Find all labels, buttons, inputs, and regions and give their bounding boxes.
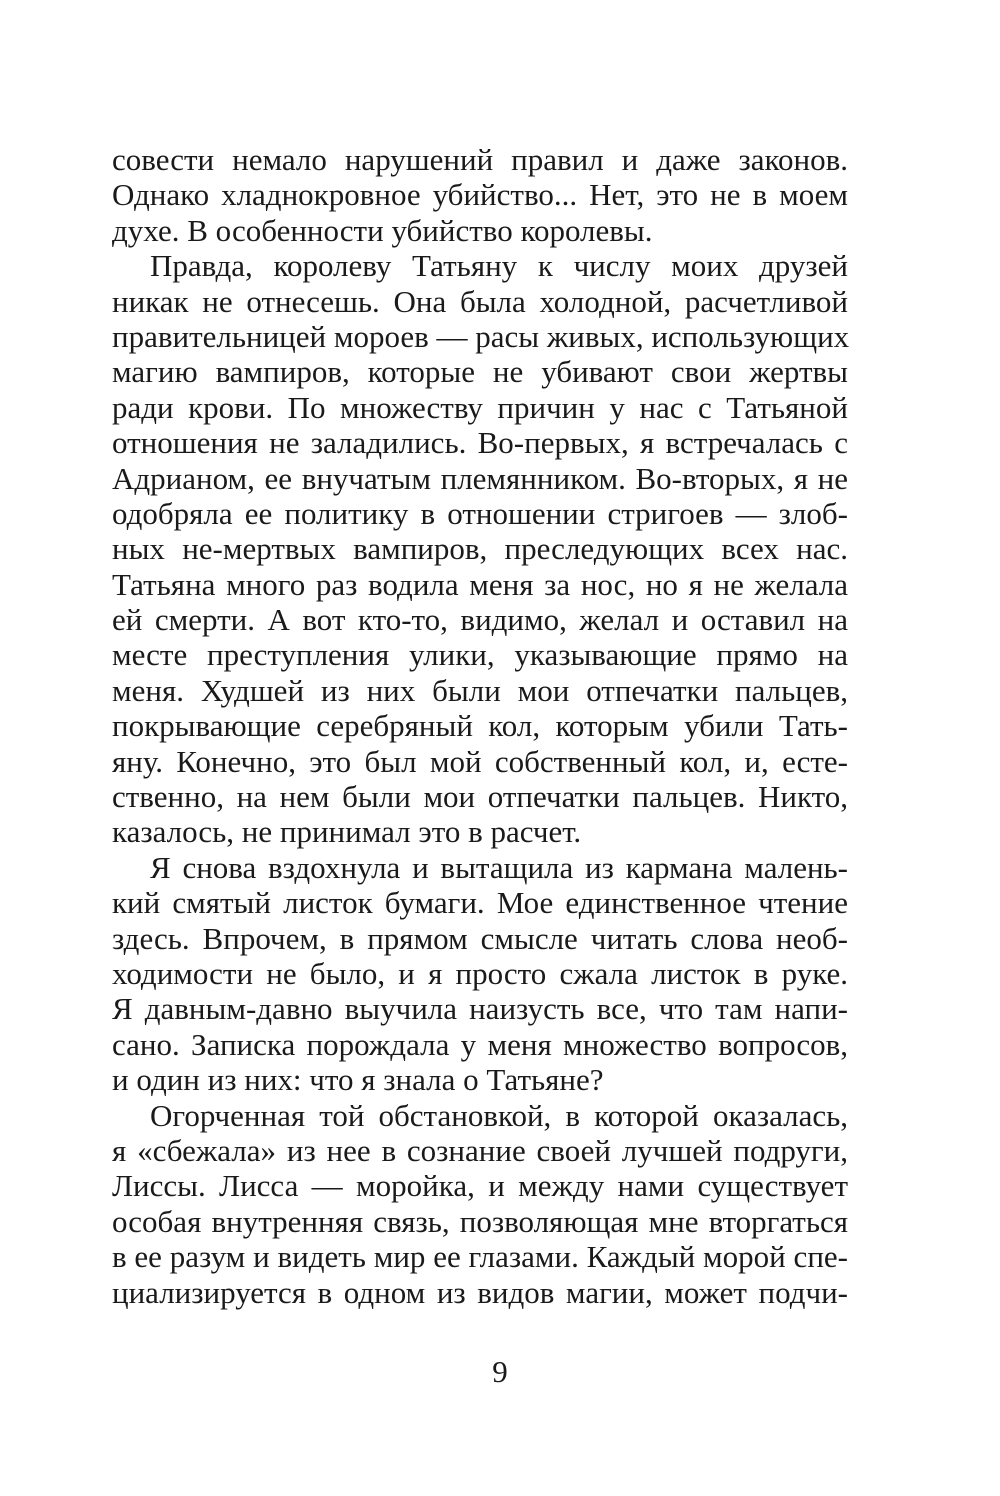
text-line: ственно, на нем были мои отпечатки пальцев. Никто, xyxy=(112,779,848,815)
body-text xyxy=(112,142,848,1310)
text-line: сано. Записка порождала у меня множество вопросов, xyxy=(112,1026,848,1062)
text-line: покрывающие серебряный кол, которым убили Тать- xyxy=(112,708,848,744)
text-line: Правда, королеву Татьяну к числу моих друзей xyxy=(150,248,848,284)
text-line: совести немало нарушений правил и даже законов. xyxy=(112,142,848,177)
text-line: и один из них: что я знала о Татьяне? xyxy=(112,1062,604,1098)
text-line: Я давным-давно выучила наизусть все, что там напи- xyxy=(112,991,848,1027)
page-number: 9 xyxy=(492,1354,508,1389)
text-line: ради крови. По множеству причин у нас с Татьяной xyxy=(112,389,848,425)
text-line: кий смятый листок бумаги. Мое единственное чтение xyxy=(112,885,848,921)
text-line: казалось, не принимал это в расчет. xyxy=(112,814,582,850)
text-line: ходимости не было, и я просто сжала листок в руке. xyxy=(112,955,848,991)
text-line: Адрианом, ее внучатым племянником. Во-вторых, я не xyxy=(112,460,848,496)
text-line: яну. Конечно, это был мой собственный кол, и, есте- xyxy=(112,743,848,779)
text-line: Татьяна много раз водила меня за нос, но я не желала xyxy=(112,566,848,602)
text-line: ных не-мертвых вампиров, преследующих всех нас. xyxy=(112,531,848,567)
text-line: особая внутренняя связь, позволяющая мне вторгаться xyxy=(112,1203,848,1239)
text-line: меня. Худшей из них были мои отпечатки пальцев, xyxy=(112,672,848,708)
text-line: в ее разум и видеть мир ее глазами. Каждый морой спе- xyxy=(112,1239,848,1275)
text-line: никак не отнесешь. Она была холодной, расчетливой xyxy=(112,283,848,319)
text-line: Лиссы. Лисса — моройка, и между нами существует xyxy=(112,1168,848,1204)
text-line: Огорченная той обстановкой, в которой оказалась, xyxy=(150,1097,848,1133)
text-line: Однако хладнокровное убийство... Нет, это не в моем xyxy=(112,177,848,213)
text-line: циализируется в одном из видов магии, может подчи- xyxy=(112,1274,848,1310)
text-line: Я снова вздохнула и вытащила из кармана малень- xyxy=(150,849,848,885)
text-line: ей смерти. А вот кто-то, видимо, желал и оставил на xyxy=(112,602,848,638)
text-line: магию вампиров, которые не убивают свои жертвы xyxy=(112,354,848,390)
text-line: я «сбежала» из нее в сознание своей лучшей подруги, xyxy=(112,1132,848,1168)
text-line: правительницей мороев — расы живых, использующих xyxy=(112,318,850,354)
text-line: отношения не заладились. Во-первых, я встречалась с xyxy=(112,425,848,461)
text-line: одобряла ее политику в отношении стригоев — злоб- xyxy=(112,495,848,531)
text-line: здесь. Впрочем, в прямом смысле читать слова необ- xyxy=(112,920,848,956)
text-line: месте преступления улики, указывающие прямо на xyxy=(112,637,848,673)
text-line: духе. В особенности убийство королевы. xyxy=(112,212,653,248)
